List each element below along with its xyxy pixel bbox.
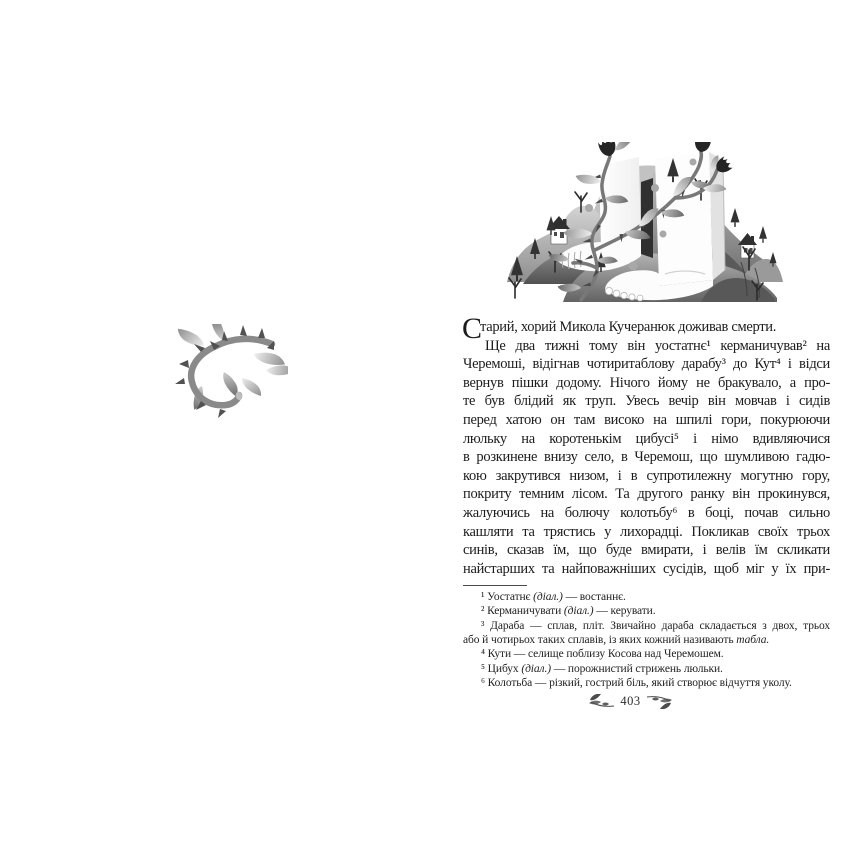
- drop-cap: С: [462, 312, 483, 345]
- text-line: Черемоші, відігнав чотиритаблову дарабу³ до Кут⁴ і відси: [463, 356, 830, 373]
- header-scene-illustration: [505, 142, 790, 302]
- footnote-1: ¹ Уостатнє (діал.) — востаннє.: [481, 591, 626, 603]
- leaf-flourish-left-icon: [588, 694, 615, 709]
- page-footer: [447, 694, 814, 709]
- footnote-separator: [463, 585, 527, 586]
- footnote-3-line-2: або й чотирьох таких сплавів, із яких кожний називають табла.: [463, 634, 770, 647]
- footnote-6: ⁶ Колотьба — різкий, гострий біль, який створює відчуття уколу.: [481, 677, 792, 690]
- footnotes-section: [463, 578, 830, 690]
- leaf-flourish-right-icon: [646, 694, 673, 709]
- text-line: синів, сказав їм, що буде вмирати, і велів їм скликати: [463, 542, 830, 559]
- text-line: кашляти та трястись у лихорадці. Покликав своїх трьох: [463, 523, 830, 540]
- text-line: перед хатою он там високо на шпилі гори, покурюючи: [463, 411, 830, 428]
- body-text: [463, 318, 830, 578]
- text-line: Ще два тижні тому він уостатнє¹ керманичував² на: [485, 337, 830, 354]
- text-line: люльку на коротенькім цибусі⁵ і німо вдивляючися: [463, 430, 830, 447]
- text-line: найстарших та найповажніших сусідів, щоб міг у їх при-: [463, 560, 830, 577]
- text-line: те був блідий як труп. Увесь вечір він мовчав і сидів: [463, 393, 830, 410]
- text-line: кою закрутився низом, і в супротилежну могутню гору,: [463, 467, 830, 484]
- footnote-2: ² Керманичувати (діал.) — керувати.: [481, 605, 656, 618]
- page-number: 403: [620, 694, 641, 708]
- text-line: покриту темним лісом. Та другого ранку він прокинувся,: [463, 486, 830, 503]
- text-line: вернув пішки додому. Нічого йому не бракувало, а про-: [463, 374, 830, 391]
- footnote-4: ⁴ Кути — селище поблизу Косова над Черемошем.: [481, 648, 724, 661]
- footnote-3-line-1: ³ Дараба — сплав, пліт. Звичайно дараба складається з двох, трьох: [481, 619, 830, 632]
- text-line: тарий, хорий Микола Кучеранюк доживав смерти.: [480, 319, 777, 335]
- text-line: жалуючись на болючу колотьбу⁶ в боці, почав сильно: [463, 504, 830, 521]
- thorn-branch-illustration: [170, 324, 288, 418]
- text-line: в розкинене внизу село, в Черемош, що шумливою гадю-: [463, 449, 830, 466]
- footnote-5: ⁵ Цибух (діал.) — порожнистий стрижень люльки.: [481, 662, 723, 675]
